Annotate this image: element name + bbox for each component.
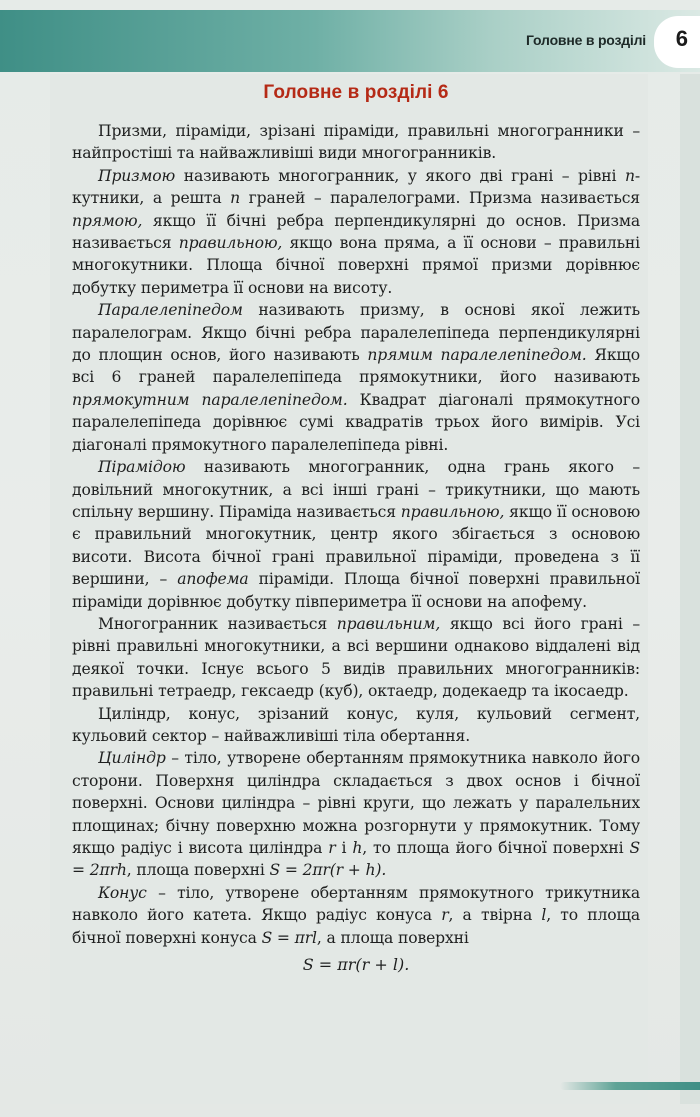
term-prism: Призмою	[98, 166, 176, 185]
term-right-parallelepiped: прямим паралелепіпедом.	[367, 346, 587, 365]
term-apothem: апофема	[177, 570, 249, 589]
footer-band	[560, 1082, 700, 1090]
term-cone: Конус	[98, 883, 147, 902]
formula-cone-total: S = πr(r + l).	[302, 955, 410, 975]
paragraph-solids-of-revolution: Циліндр, конус, зрізаний конус, куля, кульовий сегмент, кульовий сектор – найважливіші тіла обертання.	[72, 704, 640, 745]
paragraph-pyramid: Пірамідою називають многогранник, одна грань якого – довільний многокутник, а всі інші грані – трикутники, що мають спільну вершину. Піраміда називається правильною, якщо її основою є правильний многокутник, центр якого збігається з основою висоти. Висота бічної грані правильної піраміди, проведена з її вершини, – апофема піраміди. Площа бічної поверхні правильної піраміди дорівнює добутку півпериметра її основи на апофему.	[72, 458, 641, 611]
formula-cylinder-total: S = 2πr(r + h).	[269, 861, 387, 880]
margin-bar	[680, 74, 700, 1104]
section-label: Головне в розділі	[526, 32, 646, 48]
paragraph-prism: Призмою називають многогранник, у якого дві грані – рівні n-кутники, а решта n граней – паралелограми. Призма називається прямою, якщо її бічні ребра перпендикулярні до основ. Призма називається правильною, якщо вона пряма, а її основи – правильні многокутники. Площа бічної поверхні прямої призми дорівнює добутку периметра її основи на висоту.	[72, 166, 640, 297]
paragraph-parallelepiped: Паралелепіпедом називають призму, в основі якої лежить паралелограм. Якщо бічні ребра паралелепіпеда перпендикулярні до площин основ, його називають прямим паралелепіпедом. Якщо всі 6 граней паралелепіпеда прямокутники, його називають прямокутним паралелепіпедом. Квадрат діагоналі прямокутного паралелепіпеда дорівнює сумі квадратів трьох його вимірів. Усі діагоналі прямокутного паралелепіпеда рівні.	[72, 301, 640, 454]
page-title: Головне в розділі 6	[263, 82, 449, 103]
term-rectangular-parallelepiped: прямокутним паралелепіпедом.	[72, 390, 348, 409]
paragraph-regular-polyhedra: Многогранник називається правильним, якщо всі його грані – рівні правильні многокутники, а всі вершини однаково віддалені від деякої точки. Існує всього 5 видів правильних многогранників: правильні тетраедр, гексаедр (куб), октаедр, додекаедр та ікосаедр.	[72, 614, 641, 701]
term-regular-prism: правильною,	[178, 234, 283, 253]
term-regular-pyramid: правильною,	[400, 502, 505, 521]
page-number: 6	[675, 26, 688, 51]
content-panel	[50, 74, 648, 1104]
term-parallelepiped: Паралелепіпедом	[98, 301, 243, 320]
term-regular-polyhedron: правильним,	[336, 614, 441, 633]
term-cylinder: Циліндр	[98, 749, 166, 768]
paragraph-cylinder: Циліндр – тіло, утворене обертанням прямокутника навколо його сторони. Поверхня циліндра складається з двох основ і бічної поверхні. Основи циліндра – рівні круги, що лежать у паралельних площинах; бічну поверхню можна розгорнути у прямокутник. Тому якщо радіус і висота циліндра r і h, то площа його бічної поверхні S = 2πrh, площа поверхні S = 2πr(r + h).	[72, 749, 640, 880]
term-right-prism: прямою,	[72, 211, 143, 230]
formula-cylinder-lateral: S = 2πrh	[72, 839, 640, 880]
term-pyramid: Пірамідою	[98, 458, 186, 477]
paragraph-intro: Призми, піраміди, зрізані піраміди, правильні многогранники – найпростіші та найважливіші види многогранників.	[72, 122, 640, 163]
paragraph-cone: Конус – тіло, утворене обертанням прямокутного трикутника навколо його катета. Якщо радіус конуса r, а твірна l, то площа бічної поверхні конуса S = πrl, а площа поверхні	[72, 883, 640, 947]
formula-cone-lateral: S = πrl	[261, 928, 317, 947]
